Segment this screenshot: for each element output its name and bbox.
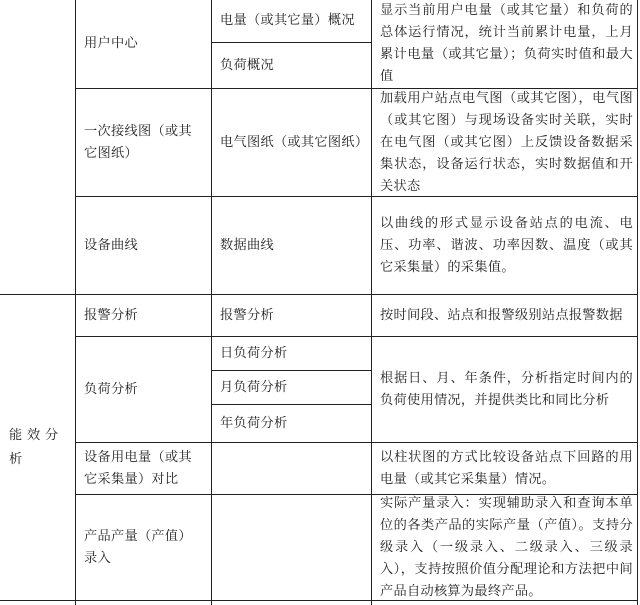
module-name: 用户中心 bbox=[84, 36, 138, 51]
item-name: 日负荷分析 bbox=[220, 345, 288, 361]
item-name bbox=[212, 443, 371, 494]
item-name: 年负荷分析 bbox=[220, 415, 288, 431]
module-name: 报警分析 bbox=[84, 307, 138, 323]
module-name: 产品产量（产值）录入 bbox=[84, 528, 192, 566]
col-divider bbox=[637, 0, 638, 605]
item-name: 数据曲线 bbox=[220, 237, 274, 253]
description: 加载用户站点电气图（或其它图），电气图（或其它图）与现场设备实时关联，实时在电气图（或其它图）上反馈设备数据采集状态，设备运行状态，实时数据值和开关状态 bbox=[380, 90, 633, 194]
item-name: 月负荷分析 bbox=[220, 379, 288, 395]
description: 按时间段、站点和报警级别站点报警数据 bbox=[380, 307, 623, 323]
module-name: 负荷分析 bbox=[84, 381, 138, 397]
description: 显示当前用户电量（或其它量）和负荷的总体运行情况，统计当前累计电量，上月累计电量（或其它量）；负荷实时值和最大值 bbox=[380, 3, 633, 84]
section-label: 能 效 分 析 bbox=[9, 427, 59, 467]
item-name: 电量（或其它量）概况 bbox=[220, 13, 355, 28]
description: 以曲线的形式显示设备站点的电流、电压、功率、谐波、功率因数、温度（或其它采集量）的采集值。 bbox=[380, 215, 633, 275]
module-name: 设备曲线 bbox=[84, 237, 138, 253]
item-name: 报警分析 bbox=[220, 307, 274, 323]
item-name bbox=[212, 495, 371, 600]
item-name: 电气图纸（或其它图纸） bbox=[220, 134, 369, 150]
module-name: 设备用电量（或其它采集量）对比 bbox=[84, 449, 192, 487]
item-name: 负荷概况 bbox=[220, 57, 274, 73]
description: 根据日、月、年条件，分析指定时间内的负荷使用情况，并提供类比和同比分析 bbox=[380, 370, 633, 408]
description: 实际产量录入：实现辅助录入和查询本单位的各类产品的实际产量（产值）。支持分级录入（一级录入、二级录入、三级录入），支持按照价值分配理论和方法把中间产品自动核算为最终产品。 bbox=[380, 495, 633, 599]
description: 以柱状图的方式比较设备站点下回路的用电量（或其它采集量）情况。 bbox=[380, 449, 633, 487]
module-name: 一次接线图（或其它图纸） bbox=[84, 123, 192, 161]
